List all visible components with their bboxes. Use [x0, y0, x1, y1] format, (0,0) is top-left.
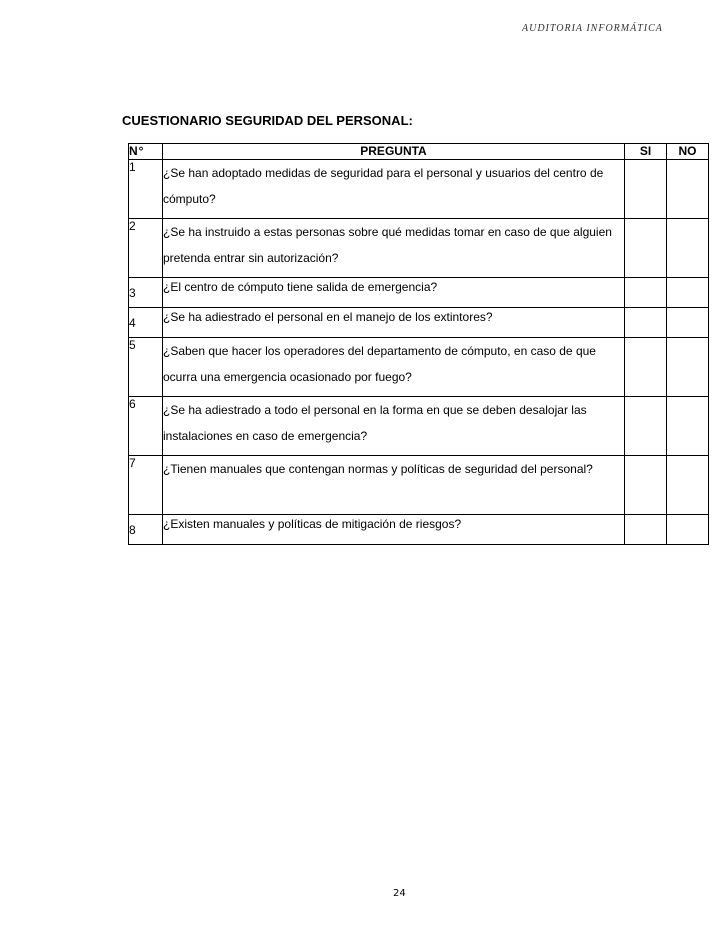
- header-no: NO: [667, 144, 709, 160]
- row-number: 3: [129, 278, 163, 308]
- row-question: ¿Se ha adiestrado el personal en el manejo de los extintores?: [163, 308, 625, 338]
- answer-si-cell[interactable]: [625, 219, 667, 278]
- table-row: [129, 397, 709, 456]
- document-header-title: AUDITORIA INFORMÁTICA: [522, 23, 663, 34]
- table-row: [129, 515, 709, 545]
- row-number: 2: [129, 219, 163, 278]
- table-row: [129, 456, 709, 515]
- answer-si-cell[interactable]: [625, 515, 667, 545]
- answer-si-cell[interactable]: [625, 278, 667, 308]
- row-question: ¿Se han adoptado medidas de seguridad para el personal y usuarios del centro de cómputo?: [163, 160, 625, 219]
- answer-si-cell[interactable]: [625, 160, 667, 219]
- table-row: [129, 219, 709, 278]
- section-title: CUESTIONARIO SEGURIDAD DEL PERSONAL:: [122, 113, 413, 128]
- row-number: 8: [129, 515, 163, 545]
- row-number: 7: [129, 456, 163, 515]
- header-number: N°: [129, 144, 163, 160]
- answer-no-cell[interactable]: [667, 397, 709, 456]
- answer-no-cell[interactable]: [667, 338, 709, 397]
- answer-no-cell[interactable]: [667, 456, 709, 515]
- table-row: [129, 308, 709, 338]
- answer-no-cell[interactable]: [667, 308, 709, 338]
- row-question: ¿Tienen manuales que contengan normas y políticas de seguridad del personal?: [163, 456, 625, 515]
- answer-si-cell[interactable]: [625, 397, 667, 456]
- row-question: ¿El centro de cómputo tiene salida de emergencia?: [163, 278, 625, 308]
- answer-si-cell[interactable]: [625, 456, 667, 515]
- header-question: PREGUNTA: [163, 144, 625, 160]
- row-number: 6: [129, 397, 163, 456]
- page-number: 24: [393, 888, 406, 899]
- row-question: ¿Se ha adiestrado a todo el personal en la forma en que se deben desalojar las instalaciones en caso de emergencia?: [163, 397, 625, 456]
- answer-si-cell[interactable]: [625, 308, 667, 338]
- row-number: 4: [129, 308, 163, 338]
- row-question: ¿Se ha instruido a estas personas sobre qué medidas tomar en caso de que alguien pretenda entrar sin autorización?: [163, 219, 625, 278]
- table-row: [129, 278, 709, 308]
- questionnaire-table: [128, 143, 709, 545]
- answer-no-cell[interactable]: [667, 278, 709, 308]
- answer-no-cell[interactable]: [667, 160, 709, 219]
- row-number: 1: [129, 160, 163, 219]
- answer-no-cell[interactable]: [667, 515, 709, 545]
- table-header-row: [129, 144, 709, 160]
- table-row: [129, 338, 709, 397]
- row-number: 5: [129, 338, 163, 397]
- row-question: ¿Saben que hacer los operadores del departamento de cómputo, en caso de que ocurra una emergencia ocasionado por fuego?: [163, 338, 625, 397]
- row-question: ¿Existen manuales y políticas de mitigación de riesgos?: [163, 515, 625, 545]
- header-si: SI: [625, 144, 667, 160]
- answer-no-cell[interactable]: [667, 219, 709, 278]
- table-row: [129, 160, 709, 219]
- answer-si-cell[interactable]: [625, 338, 667, 397]
